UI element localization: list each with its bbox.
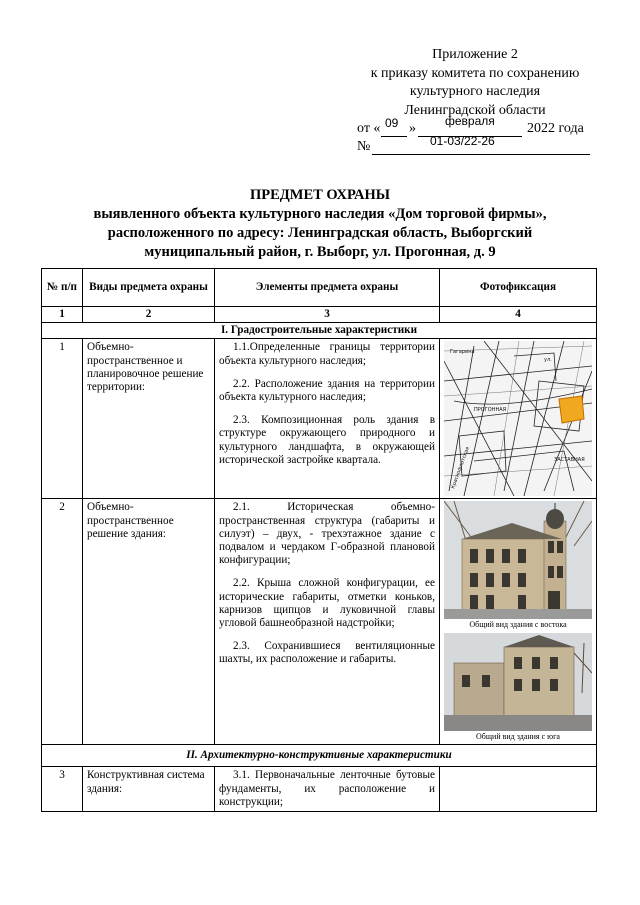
row-number: 3	[42, 767, 83, 812]
building-east-photo	[444, 501, 592, 619]
photo-caption: Общий вид здания с востока	[469, 620, 567, 630]
svg-text:ПРОГОННАЯ: ПРОГОННАЯ	[474, 407, 507, 414]
row-elements	[215, 339, 440, 499]
date-month: февраля	[445, 114, 495, 128]
number-prefix: №	[357, 139, 371, 154]
row-elements	[215, 767, 440, 812]
section-title-1: I. Градостроительные характеристики	[42, 323, 597, 339]
date-prefix: от «	[357, 121, 381, 136]
table-row	[42, 499, 597, 745]
section-title-2: II. Архитектурно-конструктивные характеристики	[42, 745, 597, 767]
appendix-line-4: Ленинградской области	[404, 102, 546, 118]
element-item: 2.2. Крыша сложной конфигурации, ее исторические габариты, отметки коньков, карнизов щипцов и луковичной главы угловой башнеобразной надстройки;	[219, 577, 435, 630]
row-type: Конструктивная система здания:	[83, 767, 215, 812]
table-row	[42, 339, 597, 499]
appendix-line-1: Приложение 2	[432, 47, 518, 62]
document-title	[60, 186, 580, 262]
row-photo-cell	[440, 339, 597, 499]
row-photo-cell	[440, 499, 597, 745]
element-item: 2.3. Сохранившиеся вентиляционные шахты, их расположение и габариты.	[219, 640, 435, 666]
svg-text:ЗАСТАВНАЯ: ЗАСТАВНАЯ	[554, 457, 585, 464]
svg-text:Гагарина: Гагарина	[450, 349, 475, 356]
col-number: 4	[440, 307, 597, 323]
date-day: 09	[385, 116, 399, 130]
row-type: Объемно-пространственное решение здания:	[83, 499, 215, 745]
header-row	[42, 269, 597, 307]
table-row	[42, 767, 597, 812]
number-value: 01-03/22-26	[430, 134, 495, 148]
element-item: 3.1. Первоначальные ленточные бутовые фундаменты, их расположение и конструкции;	[219, 769, 435, 808]
col-number: 2	[83, 307, 215, 323]
number-underline	[372, 154, 590, 155]
element-item: 2.3. Композиционная роль здания в структуре окружающего природного и культурного ландшафта, в окружающей исторической застройке квартала.	[219, 414, 435, 466]
appendix-line-3: культурного наследия	[409, 84, 541, 99]
date-year: 2022 года	[527, 121, 584, 136]
appendix-header	[330, 46, 620, 120]
header-elements: Элементы предмета охраны	[215, 269, 440, 307]
column-number-row	[42, 307, 597, 323]
row-type: Объемно-пространственное и планировочное решение территории:	[83, 339, 215, 499]
header-photo: Фотофиксация	[440, 269, 597, 307]
date-mid: »	[409, 121, 416, 136]
row-number: 1	[42, 339, 83, 499]
svg-text:Краснофлотская: Краснофлотская	[450, 446, 471, 491]
row-elements	[215, 499, 440, 745]
title-line-1: ПРЕДМЕТ ОХРАНЫ	[249, 187, 391, 203]
svg-text:ул.: ул.	[544, 357, 552, 364]
section-row-2	[42, 745, 597, 767]
row-number: 2	[42, 499, 83, 745]
header-type: Виды предмета охраны	[83, 269, 215, 307]
appendix-line-2: к приказу комитета по сохранению	[370, 65, 580, 81]
title-line-4: муниципальный район, г. Выборг, ул. Прогонная, д. 9	[144, 244, 496, 260]
protection-table	[41, 268, 597, 812]
building-south-photo	[444, 633, 592, 731]
cadastral-map-image	[444, 341, 592, 496]
photo-caption: Общий вид здания с юга	[476, 732, 560, 742]
section-row-1	[42, 323, 597, 339]
row-photo-cell	[440, 767, 597, 812]
element-item: 1.1.Определенные границы территории объекта культурного наследия;	[219, 341, 435, 367]
element-item: 2.2. Расположение здания на территории объекта культурного наследия;	[219, 377, 435, 404]
title-line-2: выявленного объекта культурного наследия «Дом торговой фирмы»,	[93, 206, 547, 222]
header-num: № п/п	[42, 269, 83, 307]
col-number: 1	[42, 307, 83, 323]
element-item: 2.1. Историческая объемно-пространственная структура (габариты и силуэт) – двух, - трехэтажное здание с подвалом и чердаком Г-образной плановой конфигурации;	[219, 501, 435, 567]
title-line-3: расположенного по адресу: Ленинградская область, Выборгский	[107, 225, 533, 241]
col-number: 3	[215, 307, 440, 323]
day-underline	[381, 136, 407, 137]
